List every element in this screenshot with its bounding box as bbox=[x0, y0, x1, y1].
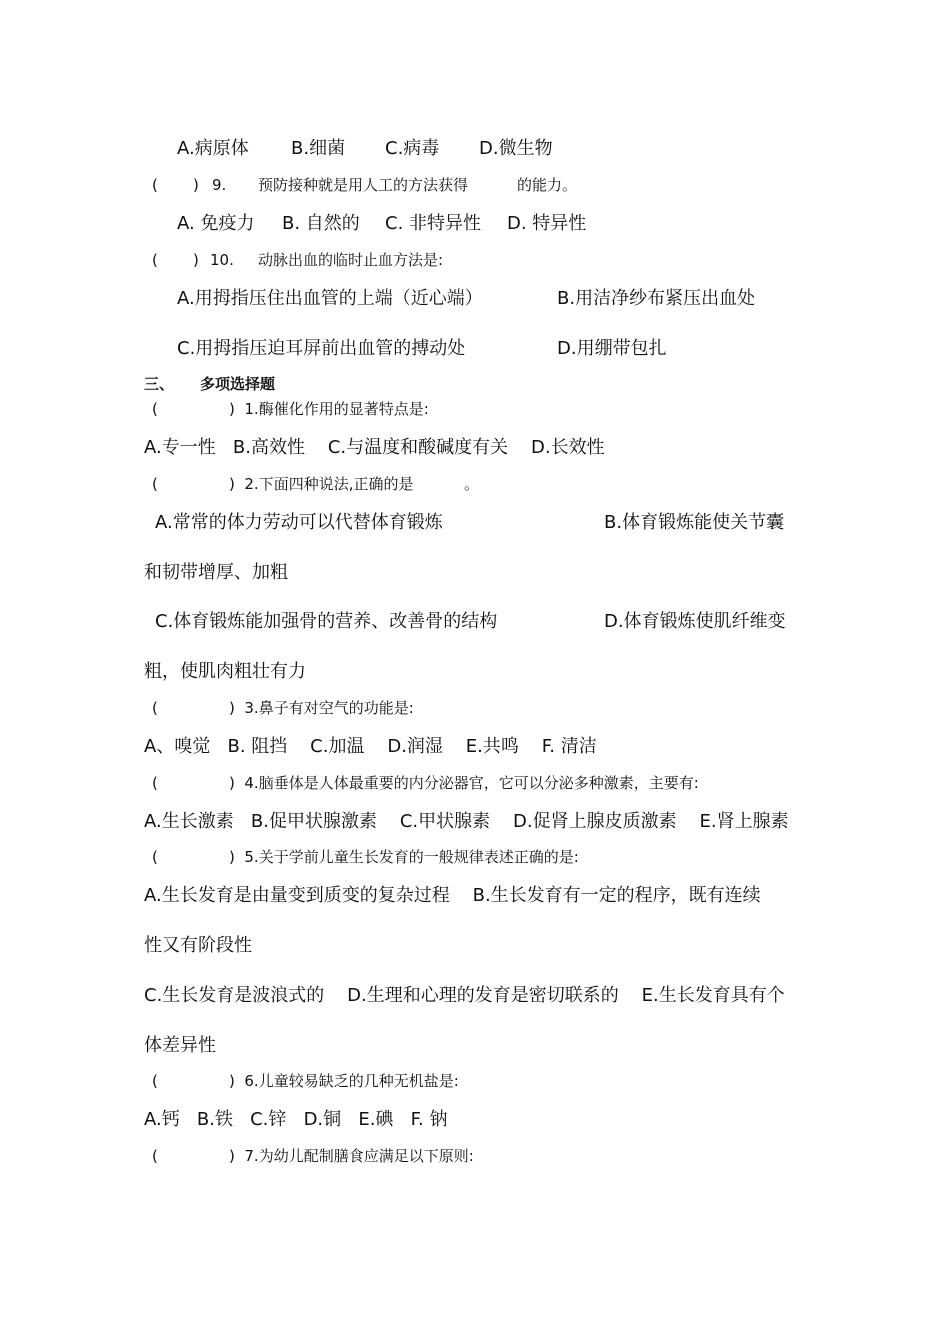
m-q2-option-b: B.体育锻炼能使关节囊 bbox=[604, 512, 785, 533]
q9-option-c: C. 非特异性 bbox=[385, 213, 482, 234]
q10-question: 动脉出血的临时止血方法是: bbox=[258, 251, 444, 269]
m-q6-paren: ( bbox=[152, 1072, 158, 1090]
m-q6-options: A.钙 B.铁 C.锌 D.铜 E.碘 F. 钠 bbox=[144, 1109, 448, 1130]
m-q5-question: ) 5.关于学前儿童生长发育的一般规律表述正确的是: bbox=[229, 848, 579, 866]
m-q4-paren: ( bbox=[152, 774, 158, 792]
m-q2-option-d-cont: 粗，使肌肉粗壮有力 bbox=[144, 661, 306, 682]
m-q2-option-a: A.常常的体力劳动可以代替体育锻炼 bbox=[155, 512, 443, 533]
q10-option-b: B.用洁净纱布紧压出血处 bbox=[557, 288, 756, 309]
q9-option-b: B. 自然的 bbox=[282, 213, 360, 234]
section-number: 三、 bbox=[144, 375, 175, 393]
m-q7-question: ) 7.为幼儿配制膳食应满足以下原则: bbox=[229, 1147, 474, 1165]
m-q3-options: A、嗅觉 B. 阻挡 C.加温 D.润湿 E.共鸣 F. 清洁 bbox=[144, 736, 597, 757]
q10-paren-open: ( bbox=[152, 251, 158, 269]
q10-option-a: A.用拇指压住出血管的上端（近心端） bbox=[177, 288, 483, 309]
q8-option-c: C.病毒 bbox=[385, 138, 440, 159]
m-q1-question: ) 1.酶催化作用的显著特点是: bbox=[229, 400, 429, 418]
m-q5-options-line2: 性又有阶段性 bbox=[144, 935, 252, 956]
m-q2-option-d: D.体育锻炼使肌纤维变 bbox=[604, 611, 786, 632]
q8-option-a: A.病原体 bbox=[177, 138, 249, 159]
q10-paren-close: ) bbox=[193, 251, 199, 269]
m-q7-paren: ( bbox=[152, 1147, 158, 1165]
m-q1-paren: ( bbox=[152, 400, 158, 418]
q8-option-d: D.微生物 bbox=[479, 138, 553, 159]
q9-question: 预防接种就是用人工的方法获得 bbox=[258, 176, 469, 194]
q10-option-d: D.用绷带包扎 bbox=[557, 338, 667, 359]
m-q2-option-b-cont: 和韧带增厚、加粗 bbox=[144, 562, 288, 583]
m-q3-paren: ( bbox=[152, 699, 158, 717]
m-q3-question: ) 3.鼻子有对空气的功能是: bbox=[229, 699, 414, 717]
q9-paren-open: ( bbox=[152, 176, 158, 194]
q9-option-d: D. 特异性 bbox=[507, 213, 587, 234]
m-q5-paren: ( bbox=[152, 848, 158, 866]
q8-option-b: B.细菌 bbox=[291, 138, 346, 159]
q9-number: 9. bbox=[212, 176, 227, 194]
m-q6-question: ) 6.儿童较易缺乏的几种无机盐是: bbox=[229, 1072, 459, 1090]
m-q4-question: ) 4.脑垂体是人体最重要的内分泌器官，它可以分泌多种激素，主要有: bbox=[229, 774, 699, 792]
m-q2-paren: ( bbox=[152, 475, 158, 493]
m-q5-options-line4: 体差异性 bbox=[144, 1035, 216, 1056]
q9-option-a: A. 免疫力 bbox=[177, 213, 255, 234]
section-title: 多项选择题 bbox=[200, 375, 276, 393]
m-q5-options-line3: C.生长发育是波浪式的 D.生理和心理的发育是密切联系的 E.生长发育具有个 bbox=[144, 985, 785, 1006]
m-q2-option-c: C.体育锻炼能加强骨的营养、改善骨的结构 bbox=[155, 611, 498, 632]
q9-paren-close: ) bbox=[193, 176, 199, 194]
q10-number: 10. bbox=[210, 251, 234, 269]
m-q1-options: A.专一性 B.高效性 C.与温度和酸碱度有关 D.长效性 bbox=[144, 437, 605, 458]
m-q2-question: ) 2.下面四种说法,正确的是 bbox=[229, 475, 414, 493]
q9-question-tail: 的能力。 bbox=[517, 176, 578, 194]
q10-option-c: C.用拇指压迫耳屏前出血管的搏动处 bbox=[177, 338, 466, 359]
m-q4-options: A.生长激素 B.促甲状腺激素 C.甲状腺素 D.促肾上腺皮质激素 E.肾上腺素 bbox=[144, 811, 789, 832]
m-q5-options-line1: A.生长发育是由量变到质变的复杂过程 B.生长发育有一定的程序，既有连续 bbox=[144, 885, 761, 906]
m-q2-question-tail: 。 bbox=[464, 475, 480, 493]
